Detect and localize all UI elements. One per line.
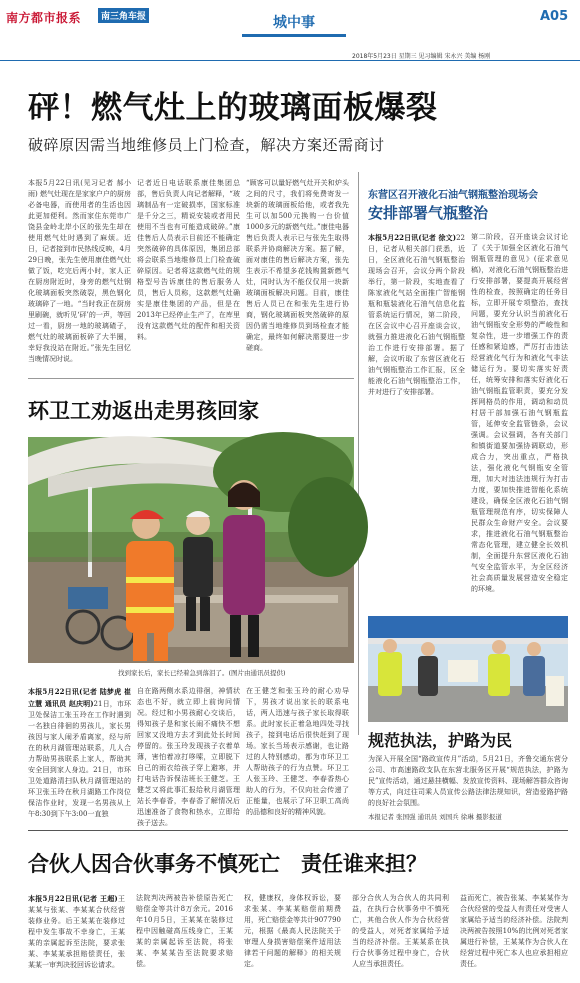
sanitation-photo-illustration bbox=[28, 437, 354, 663]
traffic-headline: 规范执法，护路为民 bbox=[368, 731, 513, 750]
sanitation-column-2: 自在路两侧水系边徘徊，神情状态也不好，就立即上前询问情况。经过和小男孩耐心交谈后，得知孩子是和家长闹不痛快不想回家又没地方去才到此处长时间停留的。张玉玲发现孩子衣着单薄，害怕着凉打哆嗦，立即脱下自己的雨衣给孩子穿上避寒，并打电话告诉保洁班长王健芝。王健芝又将此事汇报给秋月湖管理站长李春香，李春香了解情况后迅速准备了食物和热水，立即给孩子送去。 bbox=[137, 687, 240, 827]
sanitation-column-3: 在王健芝和张玉玲的耐心劝导下，男孩才说出家长的联系电话，两人迅速与孩子家长取得联系。此时家长正着急地四处寻找孩子，接到电话后很快赶到了现场。家长当场表示感谢，也让路过的人特别感动，都为市环卫工人帮助孩子的行为点赞。环卫工人张玉玲、王健芝、李春香热心助人的行为，不仅向社会传递了正能量，也展示了环卫职工高尚的品德和良好的精神风貌。 bbox=[246, 687, 349, 816]
lead-column-2: 记者近日电话联系康佳集团总部，售后负责人向记者解释，“玻璃制品有一定破损率，国家标准是千分之三，精说安装或者用民使用不当也有可能造成破碎。”康佳售后人员表示目前还不能确定突然破碎的具体原因，集团总部将会联系当地维修员上门检查破碎原因。记者将这款燃气灶的规格型号告诉康佳的售后服务人员，售后人员称，这款燃气灶确实是康佳集团的产品，但是在2013年已经停止生产了，在库里没有这款燃气灶的配件和相关资料。 bbox=[137, 179, 240, 341]
edition-tag: 南三角车报 bbox=[98, 8, 149, 23]
sanitation-headline: 环卫工劝返出走男孩回家 bbox=[28, 398, 259, 423]
column-divider bbox=[358, 172, 359, 735]
sanitation-photo bbox=[28, 437, 354, 663]
traffic-credit: 本报记者 张国强 通讯员 刘国兵 徐琳 摄影报道 bbox=[368, 813, 502, 821]
lead-headline: 砰！燃气灶上的玻璃面板爆裂 bbox=[28, 90, 438, 126]
sanitation-column-1 bbox=[28, 686, 131, 818]
partner-column-3: 权，健康权，身体权诉讼，要求张某、李某某赔偿前期费用，死亡赔偿金等共计907790元，根据《最高人民法院关于审理人身损害赔偿案件适用法律若干问题的解释》的相关规定。 bbox=[244, 894, 341, 968]
partner-column-4: 部分合伙人为合伙人的共同利益，在执行合伙事务中不慎死亡，其他合伙人作为合伙经营的受益人，对死者家属给予适当的经济补偿。王某某系在执行合伙事务过程中身亡，合伙人应当承担责任。 bbox=[352, 894, 449, 968]
top-rule bbox=[0, 60, 580, 61]
partner-column-5: 益而死亡，被告张某、李某某作为合伙经营的受益人有责任对受害人家属给予适当的经济补偿。法院判决两被告按照10%的比例对死者家属进行补偿，王某某作为合伙人在经营过程中死亡本人也应承担相应责任。 bbox=[460, 894, 568, 968]
gas-column-2 bbox=[471, 232, 568, 607]
sanitation-column-1-text: 21日，市环卫处保洁工张玉玲在工作时遇到一名独自徘徊的男孩儿，家长男孩因与家人闹矛盾离家，经与所在的秋月湖管理站联系，几人合力帮助男孩联系上家人，帮助其安全回到家人身边。21日，市环卫处道路清扫队秋月湖管理站的环卫张玉玲在秋月湖路工作岗位保洁作业时，发现一名男孩从上午8:30到下午3:00一直独 bbox=[28, 700, 131, 818]
gas-byline: 本报5月22日讯(记者 徐文) bbox=[368, 233, 457, 242]
partner-byline: 本报5月22日讯(记者 王超) bbox=[28, 894, 118, 903]
lead-column-3: “顾客可以量好燃气灶开关和炉头之间的尺寸，我们将免费寄发一块新的玻璃面板给他，或者我先生可以加500元换购一台价值1000多元的新燃气灶。”康佳电器售后负责人表示已与张先生取得联系并协商解决方案。据了解，面对康佳的售后解决方案，张先生表示不希望多花钱购置新燃气灶，同时认为不能仅仅用一块新玻璃面板解决问题。目前，康佳售后人员已在和张先生进行协商，钢化玻璃面板突然破碎的原因仍需当地维修员到场检查才能确定，最终如何解决需要进一步磋商。 bbox=[246, 179, 349, 352]
traffic-photo-illustration bbox=[368, 616, 568, 722]
newspaper-logo: 南方都市报系 bbox=[6, 11, 82, 25]
partner-headline: 合伙人因合伙事务不慎死亡 责任谁来担？ bbox=[28, 851, 427, 876]
date-line: 2018年5月23日 星期三 见习编辑 宋永兴 美编 杨刚 bbox=[352, 53, 491, 60]
bottom-section-rule bbox=[28, 830, 568, 831]
gas-column-1 bbox=[368, 232, 465, 607]
gas-column-1-text: 22日，记者从相关部门获悉，近日，全区液化石油气钢瓶整治现场会召开，会议分两个阶段举行，第一阶段，实地查看了陈家液化气站全面推广智能钢瓶和瓶装液化石油气信息化监管系统运行情况，第二阶段，在区会议中心召开座谈会议，就强力推进液化石油气钢瓶整治工作进行安排部署。据了解，会议听取了东营区液化石油气钢瓶整治工作汇报，区全能液化石油气钢瓶整治工作，并对进行了安排部署。 bbox=[368, 234, 465, 396]
lead-column-1: 本报5月22日讯(见习记者 郝小雨) 燃气灶现在是家家户户的厨房必备电器，而使用者的生活也因此更加便利。然而家住东莞市广饶县金岭北岸小区的张先生却在使用燃气灶时遇到了麻烦。近日，记者接到市民热线反映，4月29日晚，张先生使用康佳燃气灶做了饭，吃完后两小时，家人正在厨房附近时，身旁的燃气灶钢化玻璃面板突然破裂，黑色钢化玻璃碎了一地。“当时我正在厨房里刷碗，就听见‘砰’的一声，等回过一看，厨房一地的玻璃碴子，燃气灶的玻璃面板碎了大半圈，幸好我没站在附近。”张先生回忆当晚情况时说。 bbox=[28, 179, 131, 363]
traffic-body: 为深入开展全国“路政宣传月”活动，5月21日，齐鲁交通东营分公司、市高速路政支队在东营北服务区开展“规范执法，护路为民”宣传活动，通过悬挂横幅、发放宣传资料、现场解答群众咨询等方式，向过往司乘人员宣传公路法律法规知识，营造爱路护路的良好社会氛围。 bbox=[368, 755, 568, 807]
gas-column-2-text: 第二阶段，召开座谈会议讨论了《关于加强全区液化石油气钢瓶管理的意见》(征求意见稿)，对液化石油气钢瓶整治进行安排部署，要提高开展经营性的检查，按照确定的任务目标，立即开展专项整治，查找问题，要充分认识当前液化石油气钢瓶安全形势的严峻性和复杂性，进一步增强工作的责任感和紧迫感，严厉打击违法经营液化气行为和液化气非法储运行为。要切实落实好责任，统筹安排和落实好液化石油气钢瓶监管职责，要充分发挥网格员的作用，调动和动员村居干部加强石油气钢瓶监管，延伸安全监管链条，会议强调。 bbox=[471, 233, 568, 439]
sanitation-photo-caption: 找到家长后，家长已经着急到落泪了。(图片由通讯员提供) bbox=[118, 669, 286, 677]
partner-column-1 bbox=[28, 893, 125, 981]
page-number: A05 bbox=[540, 9, 569, 24]
lead-subheadline: 破碎原因需当地维修员上门检查，解决方案还需商讨 bbox=[28, 136, 385, 154]
gas-kicker: 东营区召开液化石油气钢瓶整治现场会 bbox=[368, 190, 538, 201]
partner-column-2: 法院判决两被告补偿原告死亡赔偿金等共计8万余元。2016年10月5日，王某某在装修过程中因触碰高压线身亡，王某某的亲属起诉至法院，将张某、李某某告至法院要求赔偿。 bbox=[136, 894, 233, 968]
traffic-photo bbox=[368, 616, 568, 722]
section-divider bbox=[28, 378, 354, 379]
partner-column-1-text: 王某某与张某、李某某合伙经营装修业务。后王某某在装修过程中发生事故不幸身亡，王某某的亲属起诉至法院，要求张某、李某某承担赔偿责任，张某某一审判决驳回诉讼请求。 bbox=[28, 895, 125, 969]
gas-headline: 安排部署气瓶整治 bbox=[368, 204, 489, 222]
sanitation-byline: 本报5月22日讯(记者 陆梦虎 崔立慧 通讯员 赵庆明) bbox=[28, 687, 131, 708]
gas-column-3-text: 会议强调，各有关部门和镇街道要加强协调联动，形成合力，突出重点，严格执法，强化液化气钢瓶安全管理，加大对违法违规行为打击力度，要加快推进智能化系统建设，确保全区液化石油气钢瓶管理规范有序，切实保障人民群众生命财产安全。会议要求，推进液化石油气钢瓶整治常态化管理，建立健全长效机制，全面提升东营区液化石油气安全监管水平，为全区经济社会高质量发展营造安全稳定的环境。 bbox=[471, 431, 568, 593]
section-title: 城中事 bbox=[242, 12, 346, 37]
